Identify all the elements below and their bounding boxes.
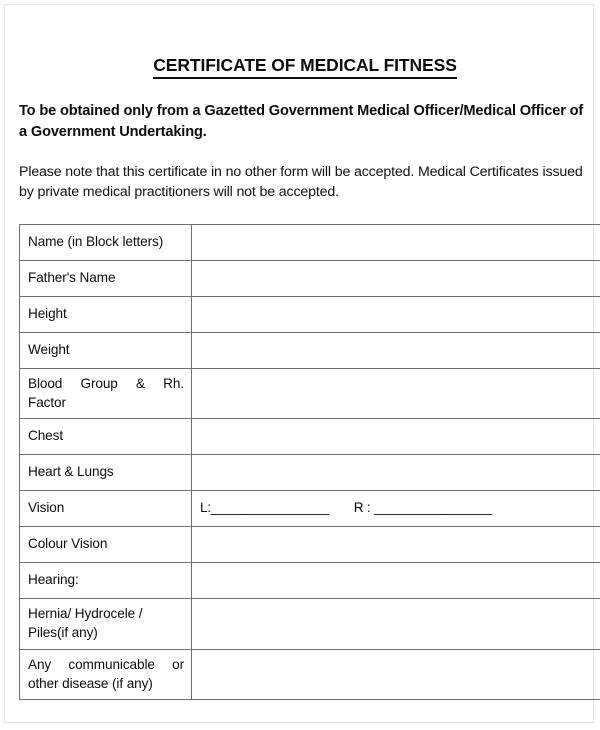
row-label: Hearing: — [20, 563, 192, 599]
note-paragraph: Please note that this certificate in no other form will be accepted. Medical Certificates issued by private medical practitioners will not be accepted. — [19, 163, 583, 201]
form-table-body — [20, 224, 600, 700]
table-row — [20, 649, 600, 700]
row-value-field[interactable] — [192, 296, 600, 332]
table-row — [20, 491, 600, 527]
row-label: Height — [20, 296, 192, 332]
row-label: Chest — [20, 419, 192, 455]
row-value-field[interactable] — [192, 649, 600, 700]
row-value-field[interactable] — [192, 260, 600, 296]
row-label: Name (in Block letters) — [20, 224, 192, 260]
row-label: Colour Vision — [20, 527, 192, 563]
row-value-field[interactable] — [192, 455, 600, 491]
row-label-line-1: Blood Group & Rh. — [28, 375, 184, 391]
row-value-field[interactable] — [192, 224, 600, 260]
table-row — [20, 527, 600, 563]
row-label-line-1: Any communicable or — [28, 656, 184, 672]
page-title — [19, 5, 591, 75]
row-label: Father's Name — [20, 260, 192, 296]
medical-fitness-form-table — [19, 224, 600, 701]
row-label-line-2: Factor — [28, 394, 66, 410]
row-label: Weight — [20, 332, 192, 368]
table-row — [20, 599, 600, 650]
row-value-field[interactable] — [192, 332, 600, 368]
lead-paragraph: To be obtained only from a Gazetted Government Medical Officer/Medical Officer of a Government Undertaking. — [19, 103, 584, 140]
table-row — [20, 260, 600, 296]
row-label — [20, 599, 192, 650]
table-row — [20, 563, 600, 599]
row-value-field[interactable] — [192, 527, 600, 563]
row-value-field[interactable] — [192, 599, 600, 650]
row-label-line-2: (if any) — [56, 625, 98, 640]
certificate-page — [4, 4, 594, 723]
table-row — [20, 224, 600, 260]
row-value-field[interactable] — [192, 563, 600, 599]
page-title-text: CERTIFICATE OF MEDICAL FITNESS — [153, 55, 457, 79]
row-label: Vision — [20, 491, 192, 527]
table-row — [20, 332, 600, 368]
table-row — [20, 419, 600, 455]
document-content — [19, 5, 591, 700]
row-label-line-2: other disease (if any) — [28, 675, 153, 691]
table-row — [20, 368, 600, 419]
row-label-line-1: Hernia/ Hydrocele / Piles — [28, 606, 143, 640]
table-row — [20, 296, 600, 332]
row-label: Heart & Lungs — [20, 455, 192, 491]
table-row — [20, 455, 600, 491]
row-label — [20, 649, 192, 700]
row-value-text: L:________________ R : ________________ — [200, 500, 492, 516]
row-value-field[interactable] — [192, 419, 600, 455]
row-value-field[interactable] — [192, 491, 600, 527]
row-label — [20, 368, 192, 419]
row-value-field[interactable] — [192, 368, 600, 419]
